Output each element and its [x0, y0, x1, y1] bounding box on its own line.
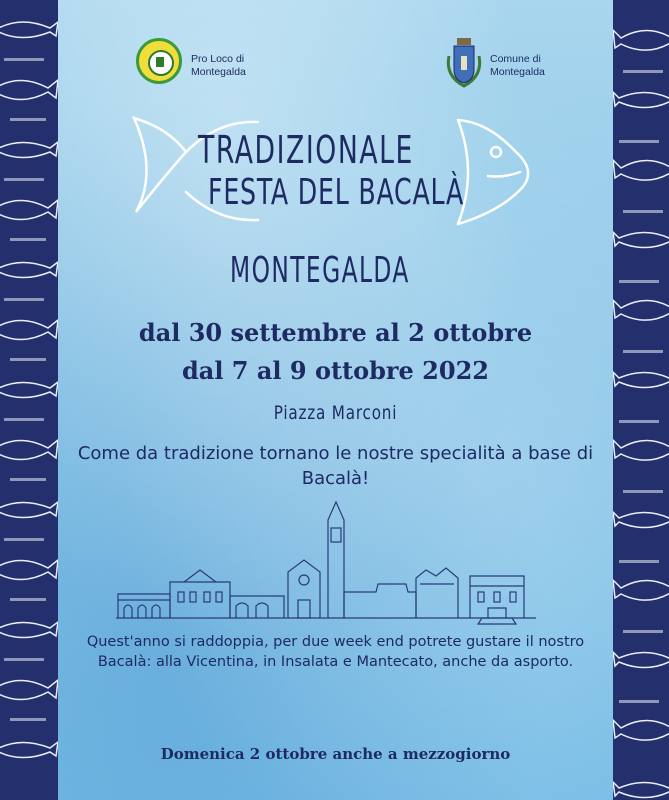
location: Piazza Marconi	[273, 402, 398, 424]
date-range-2: dal 7 al 9 ottobre 2022	[182, 356, 489, 385]
fish-pattern-left	[0, 0, 58, 800]
comune-coat-of-arms-icon	[443, 36, 485, 88]
intro-text: Come da tradizione tornano le nostre specialità a base di Bacalà!	[77, 443, 594, 489]
title-line-2: FESTA DEL BACALÀ	[208, 172, 465, 213]
pro-loco-logo-icon	[136, 38, 182, 84]
comune-name: Comune di Montegalda	[490, 53, 545, 78]
poster	[58, 0, 613, 800]
pro-loco-name: Pro Loco di Montegalda	[191, 53, 246, 78]
town-name: MONTEGALDA	[230, 250, 410, 291]
date-range-1: dal 30 settembre al 2 ottobre	[138, 318, 533, 347]
fish-pattern-right	[613, 0, 669, 800]
title-line-1: TRADIZIONALE	[198, 128, 414, 172]
menu-description: Quest'anno si raddoppia, per due week end potrete gustare il nostro Bacalà: alla Vicentina, in Insalata e Mantecato, anche da asporto.	[86, 634, 585, 670]
town-skyline-illustration	[116, 500, 536, 628]
sunday-note: Domenica 2 ottobre anche a mezzogiorno	[160, 745, 511, 763]
